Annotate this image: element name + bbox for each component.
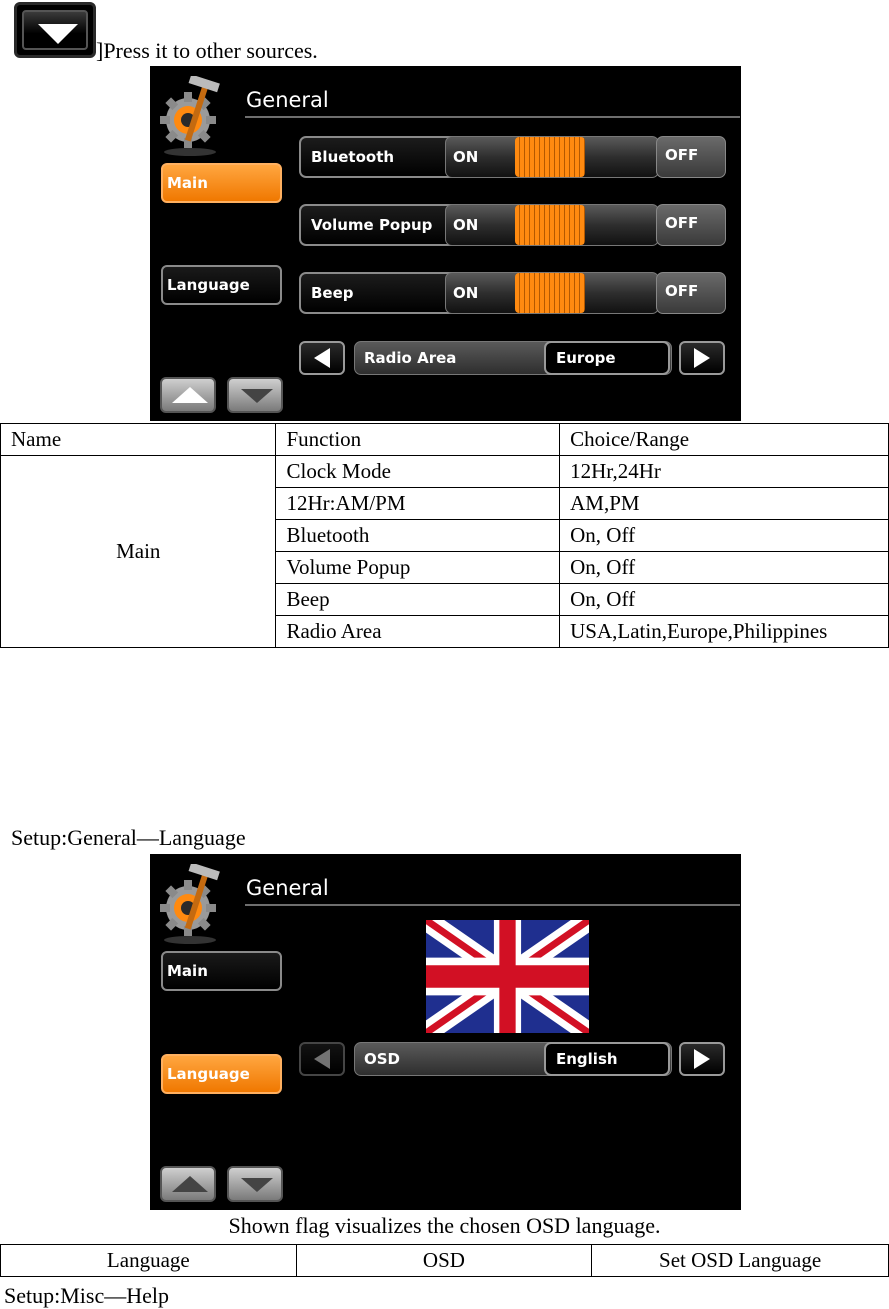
scroll-down-button[interactable] — [227, 1166, 283, 1202]
volume-popup-toggle-knob[interactable] — [515, 205, 585, 245]
radio-area-prev-button[interactable] — [299, 341, 345, 375]
choice-cell: 12Hr,24Hr — [560, 456, 889, 488]
radio-area-label: Radio Area — [354, 341, 672, 375]
choice-cell: On, Off — [560, 584, 889, 616]
header-function: Function — [276, 424, 560, 456]
radio-area-next-button[interactable] — [679, 341, 725, 375]
nav-language-button[interactable]: Language — [161, 1054, 282, 1094]
nav-language-button[interactable]: Language — [161, 265, 282, 305]
nav-main-button[interactable]: Main — [161, 951, 282, 991]
intro-text: ]Press it to other sources. — [96, 38, 318, 63]
title-divider — [245, 116, 740, 118]
osd-cell: OSD — [296, 1245, 592, 1277]
function-cell: Bluetooth — [276, 520, 560, 552]
beep-toggle-knob[interactable] — [515, 273, 585, 313]
radio-area-selector — [299, 341, 726, 377]
section-heading: Setup:General—Language — [11, 825, 246, 850]
function-cell: Clock Mode — [276, 456, 560, 488]
general-main-screen — [150, 66, 741, 421]
function-cell: 12Hr:AM/PM — [276, 488, 560, 520]
beep-toggle-row — [299, 272, 726, 314]
volume-popup-label: Volume Popup — [299, 204, 464, 246]
screen-title: General — [246, 88, 329, 112]
screen-title: General — [246, 876, 329, 900]
scroll-down-button[interactable] — [227, 377, 283, 413]
language-cell: Language — [1, 1245, 297, 1277]
left-arrow-icon — [301, 343, 343, 373]
flag-caption: Shown flag visualizes the chosen OSD language. — [228, 1213, 661, 1238]
scroll-up-button[interactable] — [160, 377, 216, 413]
settings-gear-icon — [158, 76, 222, 158]
scroll-up-button[interactable] — [160, 1166, 216, 1202]
choice-cell: AM,PM — [560, 488, 889, 520]
dropdown-arrow-icon[interactable] — [14, 2, 96, 58]
right-arrow-icon — [681, 1044, 723, 1074]
right-arrow-icon — [681, 343, 723, 373]
header-name: Name — [1, 424, 276, 456]
up-arrow-icon — [170, 1174, 210, 1196]
osd-next-button[interactable] — [679, 1042, 725, 1076]
radio-area-value[interactable]: Europe — [544, 341, 670, 375]
set-osd-cell: Set OSD Language — [592, 1245, 889, 1277]
nav-main-button[interactable]: Main — [161, 163, 282, 203]
settings-gear-icon — [158, 864, 222, 946]
bluetooth-toggle-knob[interactable] — [515, 137, 585, 177]
title-divider — [245, 904, 740, 906]
beep-label: Beep — [299, 272, 464, 314]
header-choice: Choice/Range — [560, 424, 889, 456]
language-table — [0, 1244, 889, 1277]
group-main: Main — [1, 456, 276, 648]
function-cell: Beep — [276, 584, 560, 616]
beep-on-label[interactable]: ON — [453, 284, 479, 302]
choice-cell: USA,Latin,Europe,Philippines — [560, 616, 889, 648]
volume-popup-on-label[interactable]: ON — [453, 216, 479, 234]
bluetooth-off-button[interactable]: OFF — [656, 136, 726, 178]
general-language-screen — [150, 854, 741, 1210]
function-cell: Radio Area — [276, 616, 560, 648]
choice-cell: On, Off — [560, 520, 889, 552]
bluetooth-label: Bluetooth — [299, 136, 464, 178]
choice-cell: On, Off — [560, 552, 889, 584]
bluetooth-toggle-row — [299, 136, 726, 178]
osd-label: OSD — [354, 1042, 672, 1076]
bluetooth-on-label[interactable]: ON — [453, 148, 479, 166]
united-kingdom-flag-icon — [426, 920, 589, 1033]
up-arrow-icon — [170, 385, 210, 407]
main-settings-table — [0, 423, 889, 648]
beep-off-button[interactable]: OFF — [656, 272, 726, 314]
osd-prev-button[interactable] — [299, 1042, 345, 1076]
osd-language-selector — [299, 1042, 726, 1078]
function-cell: Volume Popup — [276, 552, 560, 584]
down-arrow-icon — [237, 1174, 277, 1196]
volume-popup-toggle-row — [299, 204, 726, 246]
footer-heading: Setup:Misc—Help — [4, 1283, 169, 1308]
volume-popup-off-button[interactable]: OFF — [656, 204, 726, 246]
osd-value[interactable]: English — [544, 1042, 670, 1076]
left-arrow-icon — [301, 1044, 343, 1074]
down-arrow-icon — [237, 385, 277, 407]
